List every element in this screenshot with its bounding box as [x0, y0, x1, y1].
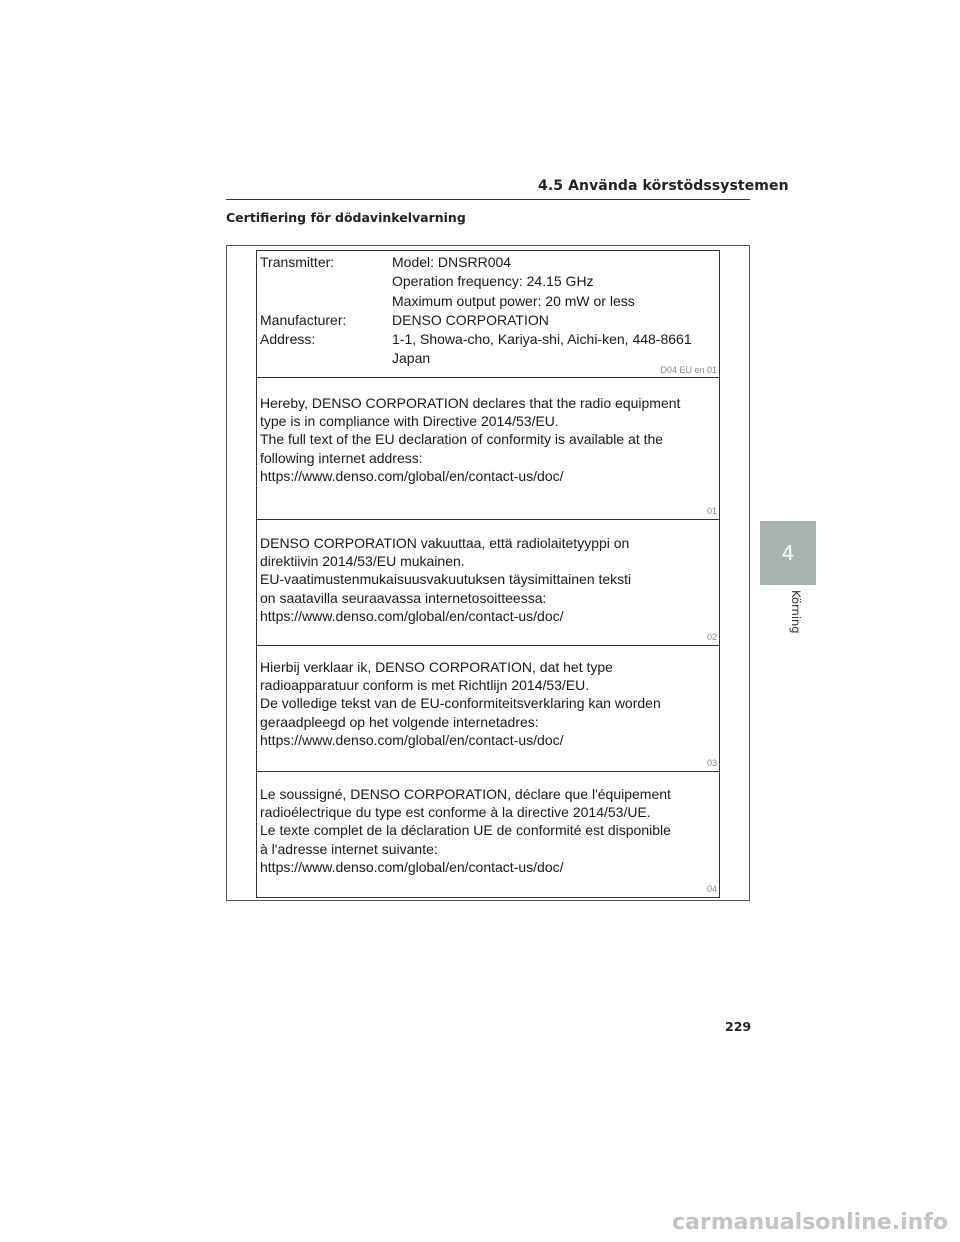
text-line: Hereby, DENSO CORPORATION declares that the radio equipment — [260, 395, 681, 411]
declaration-nl — [257, 646, 719, 772]
spec-row — [260, 349, 692, 368]
spec-key — [260, 292, 392, 311]
spec-panel — [257, 251, 719, 378]
spec-key: Address: — [260, 331, 316, 348]
declaration-fr — [257, 772, 719, 897]
text-line: DENSO CORPORATION vakuuttaa, että radiolaitetyyppi on — [260, 535, 630, 551]
spec-value: 1-1, Showa-cho, Kariya-shi, Aichi-ken, 448-8661 — [392, 331, 692, 348]
spec-row — [260, 311, 692, 330]
text-line: type is in compliance with Directive 2014/53/EU. — [260, 413, 559, 430]
declaration-code: 02 — [706, 632, 717, 642]
text-line: direktiivin 2014/53/EU mukainen. — [260, 553, 465, 570]
spec-row — [260, 272, 692, 291]
text-line: https://www.denso.com/global/en/contact-us/doc/ — [260, 858, 564, 875]
spec-row — [260, 292, 692, 311]
declaration-fi — [257, 520, 719, 646]
declaration-text — [260, 658, 715, 749]
chapter-number: 4 — [781, 541, 795, 565]
text-line: https://www.denso.com/global/en/contact-us/doc/ — [260, 467, 564, 484]
spec-key — [260, 272, 392, 291]
text-line: radioapparatuur conform is met Richtlijn 2014/53/EU. — [260, 677, 590, 694]
spec-row — [260, 253, 692, 272]
spec-value: Operation frequency: 24.15 GHz — [392, 273, 594, 290]
certificate-box — [256, 250, 720, 898]
text-line: https://www.denso.com/global/en/contact-us/doc/ — [260, 731, 564, 748]
text-line: The full text of the EU declaration of conformity is available at the — [260, 431, 664, 448]
declaration-code: 03 — [706, 758, 717, 768]
spec-code: D04 EU en 01 — [660, 365, 717, 375]
text-line: à l'adresse internet suivante: — [260, 840, 438, 857]
spec-value: DENSO CORPORATION — [392, 311, 549, 328]
page-number: 229 — [725, 1019, 752, 1034]
text-line: https://www.denso.com/global/en/contact-us/doc/ — [260, 607, 564, 624]
spec-key: Transmitter: — [260, 254, 335, 270]
text-line: Le texte complet de la déclaration UE de conformité est disponible — [260, 822, 671, 839]
header-rule — [226, 199, 750, 200]
running-header: 4.5 Använda körstödssystemen — [538, 178, 789, 194]
spec-table — [260, 253, 692, 369]
spec-row — [260, 330, 692, 349]
chapter-label: Körning — [789, 590, 803, 634]
declaration-text — [260, 785, 715, 876]
text-line: radioélectrique du type est conforme à la directive 2014/53/UE. — [260, 804, 651, 821]
spec-key: Manufacturer: — [260, 311, 347, 328]
spec-value: Japan — [392, 350, 431, 367]
text-line: geraadpleegd op het volgende internetadres: — [260, 713, 539, 730]
declaration-text — [260, 534, 715, 625]
text-line: De volledige tekst van de EU-conformiteitsverklaring kan worden — [260, 695, 661, 712]
declaration-text — [260, 394, 715, 485]
declaration-code: 04 — [706, 884, 717, 894]
text-line: following internet address: — [260, 449, 423, 466]
declaration-code: 01 — [706, 506, 717, 516]
spec-key — [260, 349, 392, 368]
chapter-tab — [760, 521, 816, 585]
text-line: Hierbij verklaar ik, DENSO CORPORATION, dat het type — [260, 659, 613, 675]
watermark: carmanualsonline.info — [672, 1210, 948, 1235]
text-line: on saatavilla seuraavassa internetosoitteessa: — [260, 589, 547, 606]
text-line: EU-vaatimustenmukaisuusvakuutuksen täysimittainen teksti — [260, 571, 632, 588]
section-title: Certifiering för dödavinkelvarning — [226, 210, 466, 225]
declaration-en — [257, 378, 719, 520]
spec-value: Maximum output power: 20 mW or less — [392, 292, 635, 309]
text-line: Le soussigné, DENSO CORPORATION, déclare que l'équipement — [260, 786, 671, 802]
spec-value: Model: DNSRR004 — [392, 254, 512, 270]
